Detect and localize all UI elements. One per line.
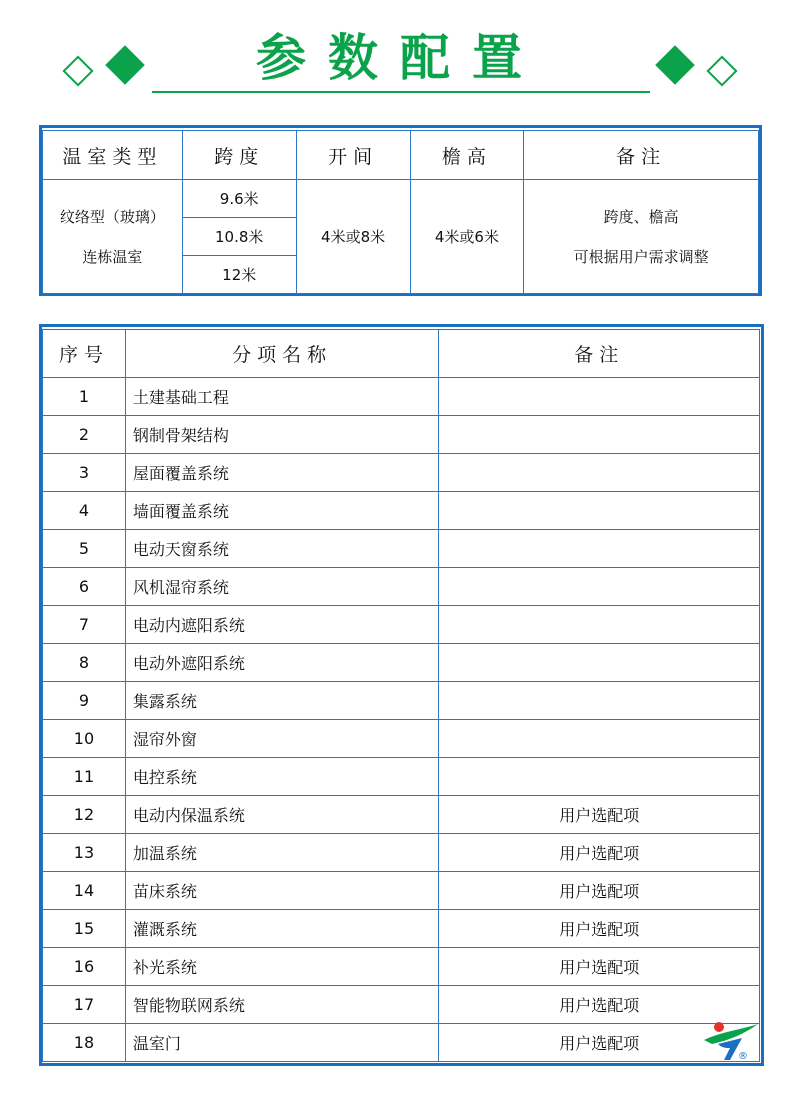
config-table [42,329,760,1062]
row-note: 用户选配项 [439,986,760,1024]
row-note [439,416,760,454]
spec-note-cell [524,180,759,294]
row-item-name: 智能物联网系统 [125,986,439,1024]
table-row [43,416,760,454]
row-note [439,644,760,682]
row-index: 4 [43,492,126,530]
greenhouse-type-line: 连栋温室 [82,247,143,266]
eave-value: 4米或6米 [410,180,524,294]
registered-mark: ® [738,1051,748,1062]
span-value: 10.8米 [182,218,296,256]
table-row [43,948,760,986]
row-index: 2 [43,416,126,454]
row-index: 15 [43,910,126,948]
table-row [43,492,760,530]
header-greenhouse-type: 温室类型 [43,131,183,180]
page-header [0,0,800,110]
row-note [439,378,760,416]
row-index: 16 [43,948,126,986]
table-row [43,872,760,910]
bay-value: 4米或8米 [296,180,410,294]
table-row [43,644,760,682]
greenhouse-type-cell [43,180,183,294]
row-note: 用户选配项 [439,834,760,872]
row-note [439,568,760,606]
table-row [43,1024,760,1062]
row-item-name: 墙面覆盖系统 [125,492,439,530]
row-item-name: 屋面覆盖系统 [125,454,439,492]
row-index: 3 [43,454,126,492]
header-note: 备注 [524,131,759,180]
row-item-name: 补光系统 [125,948,439,986]
header-bay: 开间 [296,131,410,180]
row-item-name: 电动外遮阳系统 [125,644,439,682]
row-item-name: 电控系统 [125,758,439,796]
config-header-row [43,330,760,378]
table-row [43,986,760,1024]
row-index: 7 [43,606,126,644]
header-item-name: 分项名称 [125,330,439,378]
table-row [43,758,760,796]
row-index: 1 [43,378,126,416]
row-index: 13 [43,834,126,872]
table-row [43,796,760,834]
row-item-name: 电动内保温系统 [125,796,439,834]
row-item-name: 苗床系统 [125,872,439,910]
table-row [43,910,760,948]
table-row [43,834,760,872]
row-note [439,682,760,720]
row-index: 17 [43,986,126,1024]
row-note [439,758,760,796]
row-index: 14 [43,872,126,910]
row-note [439,530,760,568]
header-eave-height: 檐高 [410,131,524,180]
spec-note-line: 可根据用户需求调整 [573,247,709,266]
table-row [43,530,760,568]
row-index: 9 [43,682,126,720]
row-note: 用户选配项 [439,796,760,834]
span-value: 12米 [182,256,296,294]
row-index: 12 [43,796,126,834]
span-value: 9.6米 [182,180,296,218]
title-underline [152,91,650,93]
company-logo-icon [700,1018,760,1063]
row-note: 用户选配项 [439,872,760,910]
row-index: 18 [43,1024,126,1062]
greenhouse-type-line: 纹络型（玻璃） [59,207,165,226]
row-note [439,606,760,644]
table-row [43,454,760,492]
page-title: 参数配置 [256,29,544,87]
header-span: 跨度 [182,131,296,180]
spec-header-row [43,131,759,180]
row-item-name: 加温系统 [125,834,439,872]
row-item-name: 湿帘外窗 [125,720,439,758]
row-index: 5 [43,530,126,568]
header-index: 序号 [43,330,126,378]
row-note: 用户选配项 [439,948,760,986]
row-note [439,492,760,530]
table-row [43,682,760,720]
row-note: 用户选配项 [439,910,760,948]
row-item-name: 灌溉系统 [125,910,439,948]
spec-note-line: 跨度、檐高 [603,207,679,226]
row-index: 8 [43,644,126,682]
row-item-name: 电动天窗系统 [125,530,439,568]
row-item-name: 土建基础工程 [125,378,439,416]
table-row [43,378,760,416]
header-note: 备注 [439,330,760,378]
row-item-name: 风机湿帘系统 [125,568,439,606]
table-row [43,606,760,644]
row-item-name: 钢制骨架结构 [125,416,439,454]
row-note: 用户选配项 [439,1024,760,1062]
row-note [439,720,760,758]
row-item-name: 电动内遮阳系统 [125,606,439,644]
row-index: 11 [43,758,126,796]
row-item-name: 集露系统 [125,682,439,720]
table-row [43,568,760,606]
table-row [43,720,760,758]
spec-table [42,130,759,294]
row-item-name: 温室门 [125,1024,439,1062]
row-index: 6 [43,568,126,606]
row-index: 10 [43,720,126,758]
row-note [439,454,760,492]
